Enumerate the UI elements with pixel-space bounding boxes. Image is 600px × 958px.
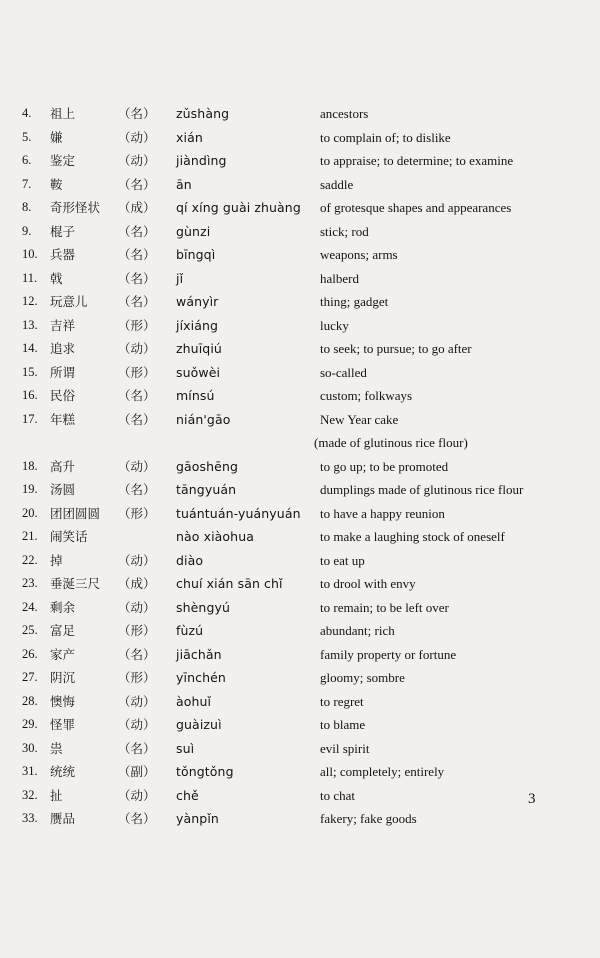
entry-part-of-speech: （形） [118, 505, 156, 521]
entry-number: 14. [22, 341, 38, 355]
entry-number: 12. [22, 294, 38, 308]
entry-part-of-speech: （动） [118, 153, 156, 168]
entry-meaning: to chat [320, 787, 356, 803]
entry-number: 26. [22, 646, 38, 661]
entry-word: 高升 [50, 458, 76, 474]
entry-part-of-speech: （动） [118, 458, 156, 474]
entry-part-of-speech: （动） [118, 717, 156, 732]
entry-number: 30. [22, 740, 38, 755]
entry-number: 8. [22, 200, 32, 214]
entry-word: 奇形怪状 [50, 200, 101, 215]
entry-pinyin: diào [176, 552, 204, 568]
entry-meaning: saddle [320, 176, 354, 192]
entry-meaning: ancestors [320, 106, 369, 121]
entry-number: 33. [22, 811, 38, 825]
entry-pinyin: tāngyuán [176, 482, 237, 497]
vocabulary-entry [22, 408, 592, 455]
entry-meaning: to blame [320, 717, 366, 732]
entry-pinyin: zhuīqiú [176, 341, 222, 356]
entry-meaning: family property or fortune [320, 646, 457, 662]
entry-pinyin: ān [176, 176, 192, 192]
entry-word: 怪罪 [50, 717, 76, 732]
entry-number: 31. [22, 764, 38, 778]
entry-part-of-speech: （名） [118, 106, 156, 121]
vocabulary-entry [22, 549, 592, 573]
vocabulary-entry [22, 619, 592, 643]
entry-part-of-speech: （形） [118, 364, 156, 380]
entry-word: 嫌 [50, 129, 63, 145]
entry-part-of-speech: （成） [118, 200, 156, 215]
entry-word: 年糕 [50, 411, 76, 427]
entry-pinyin: nào xiàohua [176, 529, 254, 544]
vocabulary-entry [22, 384, 592, 408]
vocabulary-entry [22, 102, 592, 126]
entry-part-of-speech: （动） [118, 552, 156, 568]
entry-meaning: custom; folkways [320, 388, 413, 403]
entry-part-of-speech: （名） [118, 646, 156, 662]
entry-meaning: dumplings made of glutinous rice flour [320, 482, 524, 497]
entry-word: 所谓 [50, 364, 76, 380]
entry-pinyin: tǒngtǒng [176, 764, 234, 779]
entry-word: 戟 [50, 270, 63, 286]
vocabulary-entry [22, 290, 592, 314]
entry-number: 25. [22, 623, 38, 637]
vocabulary-entry [22, 713, 592, 737]
entry-word: 剩余 [50, 599, 76, 615]
vocabulary-entry [22, 455, 592, 479]
entry-part-of-speech: （名） [118, 223, 156, 239]
vocabulary-entry [22, 149, 592, 173]
entry-meaning: gloomy; sombre [320, 670, 405, 685]
entry-word: 懊悔 [50, 693, 76, 709]
entry-pinyin: chuí xián sān chǐ [176, 576, 283, 591]
entry-part-of-speech: （名） [118, 482, 156, 497]
vocabulary-list [22, 102, 592, 831]
entry-word: 兵器 [50, 247, 76, 262]
entry-word: 扯 [50, 787, 63, 803]
entry-meaning: all; completely; entirely [320, 764, 445, 779]
entry-part-of-speech: （名） [118, 411, 156, 427]
entry-number: 6. [22, 153, 32, 167]
entry-meaning: to make a laughing stock of oneself [320, 529, 505, 544]
entry-meaning: stick; rod [320, 223, 369, 239]
entry-meaning: thing; gadget [320, 294, 389, 309]
entry-pinyin: xián [176, 129, 203, 145]
entry-pinyin: gùnzi [176, 223, 211, 239]
entry-word: 民俗 [50, 388, 76, 403]
vocabulary-entry [22, 596, 592, 620]
entry-meaning: to seek; to pursue; to go after [320, 341, 472, 356]
entry-number: 21. [22, 529, 38, 543]
vocabulary-entry [22, 267, 592, 291]
entry-word: 统统 [50, 764, 76, 779]
entry-word: 团团圆圆 [50, 505, 101, 521]
entry-number: 7. [22, 176, 32, 191]
entry-meaning: so-called [320, 364, 367, 380]
entry-pinyin: mínsú [176, 388, 215, 403]
entry-word: 汤圆 [50, 482, 76, 497]
entry-number: 10. [22, 247, 38, 261]
vocabulary-entry [22, 737, 592, 761]
entry-meaning: to eat up [320, 552, 365, 568]
entry-number: 24. [22, 599, 38, 614]
vocabulary-entry [22, 760, 592, 784]
entry-meaning: to remain; to be left over [320, 599, 449, 615]
entry-part-of-speech: （名） [118, 811, 156, 826]
vocabulary-entry [22, 643, 592, 667]
entry-pinyin: jiàndìng [176, 153, 227, 168]
entry-pinyin: bīngqì [176, 247, 216, 262]
entry-word: 祟 [50, 740, 63, 756]
entry-pinyin: yànpǐn [176, 811, 219, 826]
entry-number: 23. [22, 576, 38, 590]
vocabulary-entry [22, 666, 592, 690]
entry-part-of-speech: （名） [118, 740, 156, 756]
page-number: 3 [528, 791, 536, 807]
vocabulary-entry [22, 784, 592, 808]
entry-number: 13. [22, 317, 38, 332]
entry-word: 家产 [50, 646, 76, 662]
vocabulary-entry [22, 314, 592, 338]
entry-part-of-speech: （动） [118, 341, 156, 356]
vocabulary-entry [22, 807, 592, 831]
entry-pinyin: yīnchén [176, 670, 226, 685]
entry-pinyin: jíxiáng [176, 317, 219, 333]
entry-number: 22. [22, 552, 38, 567]
entry-number: 11. [22, 270, 38, 285]
entry-part-of-speech: （名） [118, 176, 156, 192]
entry-number: 9. [22, 223, 32, 238]
entry-meaning: New Year cake [320, 411, 399, 427]
entry-number: 32. [22, 787, 38, 802]
entry-pinyin: qí xíng guài zhuàng [176, 200, 301, 215]
entry-part-of-speech: （动） [118, 787, 156, 803]
entry-part-of-speech: （名） [118, 294, 156, 309]
entry-pinyin: shèngyú [176, 599, 231, 615]
entry-number: 28. [22, 693, 38, 708]
entry-part-of-speech: （名） [118, 247, 156, 262]
entry-pinyin: wányìr [176, 294, 219, 309]
entry-part-of-speech: （动） [118, 599, 156, 615]
vocabulary-entry [22, 572, 592, 596]
entry-meaning-continued: (made of glutinous rice flour) [314, 435, 468, 450]
vocabulary-entry [22, 361, 592, 385]
entry-number: 16. [22, 388, 38, 402]
vocabulary-entry [22, 690, 592, 714]
entry-pinyin: fùzú [176, 623, 204, 638]
entry-pinyin: jǐ [176, 270, 184, 286]
entry-number: 19. [22, 482, 38, 496]
entry-pinyin: àohuǐ [176, 693, 212, 709]
vocabulary-entry [22, 525, 592, 549]
entry-word: 垂涎三尺 [50, 576, 101, 591]
entry-part-of-speech: （动） [118, 693, 156, 709]
entry-word: 阴沉 [50, 670, 76, 685]
entry-part-of-speech: （名） [118, 270, 156, 286]
entry-word: 赝品 [50, 811, 76, 826]
entry-part-of-speech: （名） [118, 388, 156, 403]
vocabulary-entry [22, 478, 592, 502]
entry-meaning: to drool with envy [320, 576, 416, 591]
entry-meaning: to have a happy reunion [320, 505, 445, 521]
entry-pinyin: chě [176, 787, 199, 803]
entry-number: 5. [22, 129, 32, 144]
entry-part-of-speech: （副） [118, 764, 156, 779]
vocabulary-entry [22, 243, 592, 267]
entry-number: 29. [22, 717, 38, 731]
entry-meaning: lucky [320, 317, 349, 333]
entry-part-of-speech: （成） [118, 576, 156, 591]
entry-word: 闹笑话 [50, 529, 88, 544]
vocabulary-entry [22, 196, 592, 220]
entry-word: 富足 [50, 623, 76, 638]
entry-word: 掉 [50, 552, 63, 568]
entry-word: 玩意儿 [50, 294, 88, 309]
entry-meaning: to regret [320, 693, 364, 709]
entry-number: 15. [22, 364, 38, 379]
entry-meaning: weapons; arms [320, 247, 398, 262]
entry-word: 棍子 [50, 223, 76, 239]
entry-number: 18. [22, 458, 38, 473]
entry-part-of-speech: （形） [118, 623, 156, 638]
entry-meaning: evil spirit [320, 740, 370, 756]
entry-pinyin: suì [176, 740, 195, 756]
entry-part-of-speech: （形） [118, 317, 156, 333]
entry-pinyin: tuántuán-yuányuán [176, 505, 301, 521]
entry-meaning: halberd [320, 270, 359, 286]
entry-word: 吉祥 [50, 317, 76, 333]
entry-number: 27. [22, 670, 38, 684]
vocabulary-entry [22, 220, 592, 244]
entry-pinyin: gāoshēng [176, 458, 239, 474]
entry-meaning: to appraise; to determine; to examine [320, 153, 514, 168]
entry-pinyin: jiāchǎn [176, 646, 222, 662]
entry-pinyin: suǒwèi [176, 364, 221, 380]
vocabulary-entry [22, 337, 592, 361]
entry-meaning: abundant; rich [320, 623, 395, 638]
entry-pinyin: nián'gāo [176, 411, 231, 427]
entry-meaning: fakery; fake goods [320, 811, 417, 826]
entry-meaning: to go up; to be promoted [320, 458, 449, 474]
entry-part-of-speech: （形） [118, 670, 156, 685]
entry-meaning: of grotesque shapes and appearances [320, 200, 512, 215]
entry-word: 鞍 [50, 176, 63, 192]
entry-word: 追求 [50, 341, 76, 356]
entry-pinyin: zǔshàng [176, 106, 230, 121]
entry-word: 鉴定 [50, 153, 76, 168]
entry-number: 4. [22, 106, 32, 120]
vocabulary-entry [22, 502, 592, 526]
entry-pinyin: guàizuì [176, 717, 222, 732]
entry-word: 祖上 [50, 106, 76, 121]
vocabulary-entry [22, 126, 592, 150]
entry-meaning: to complain of; to dislike [320, 129, 451, 145]
entry-number: 17. [22, 411, 38, 426]
vocabulary-entry [22, 173, 592, 197]
entry-number: 20. [22, 505, 38, 520]
entry-part-of-speech: （动） [118, 129, 156, 145]
